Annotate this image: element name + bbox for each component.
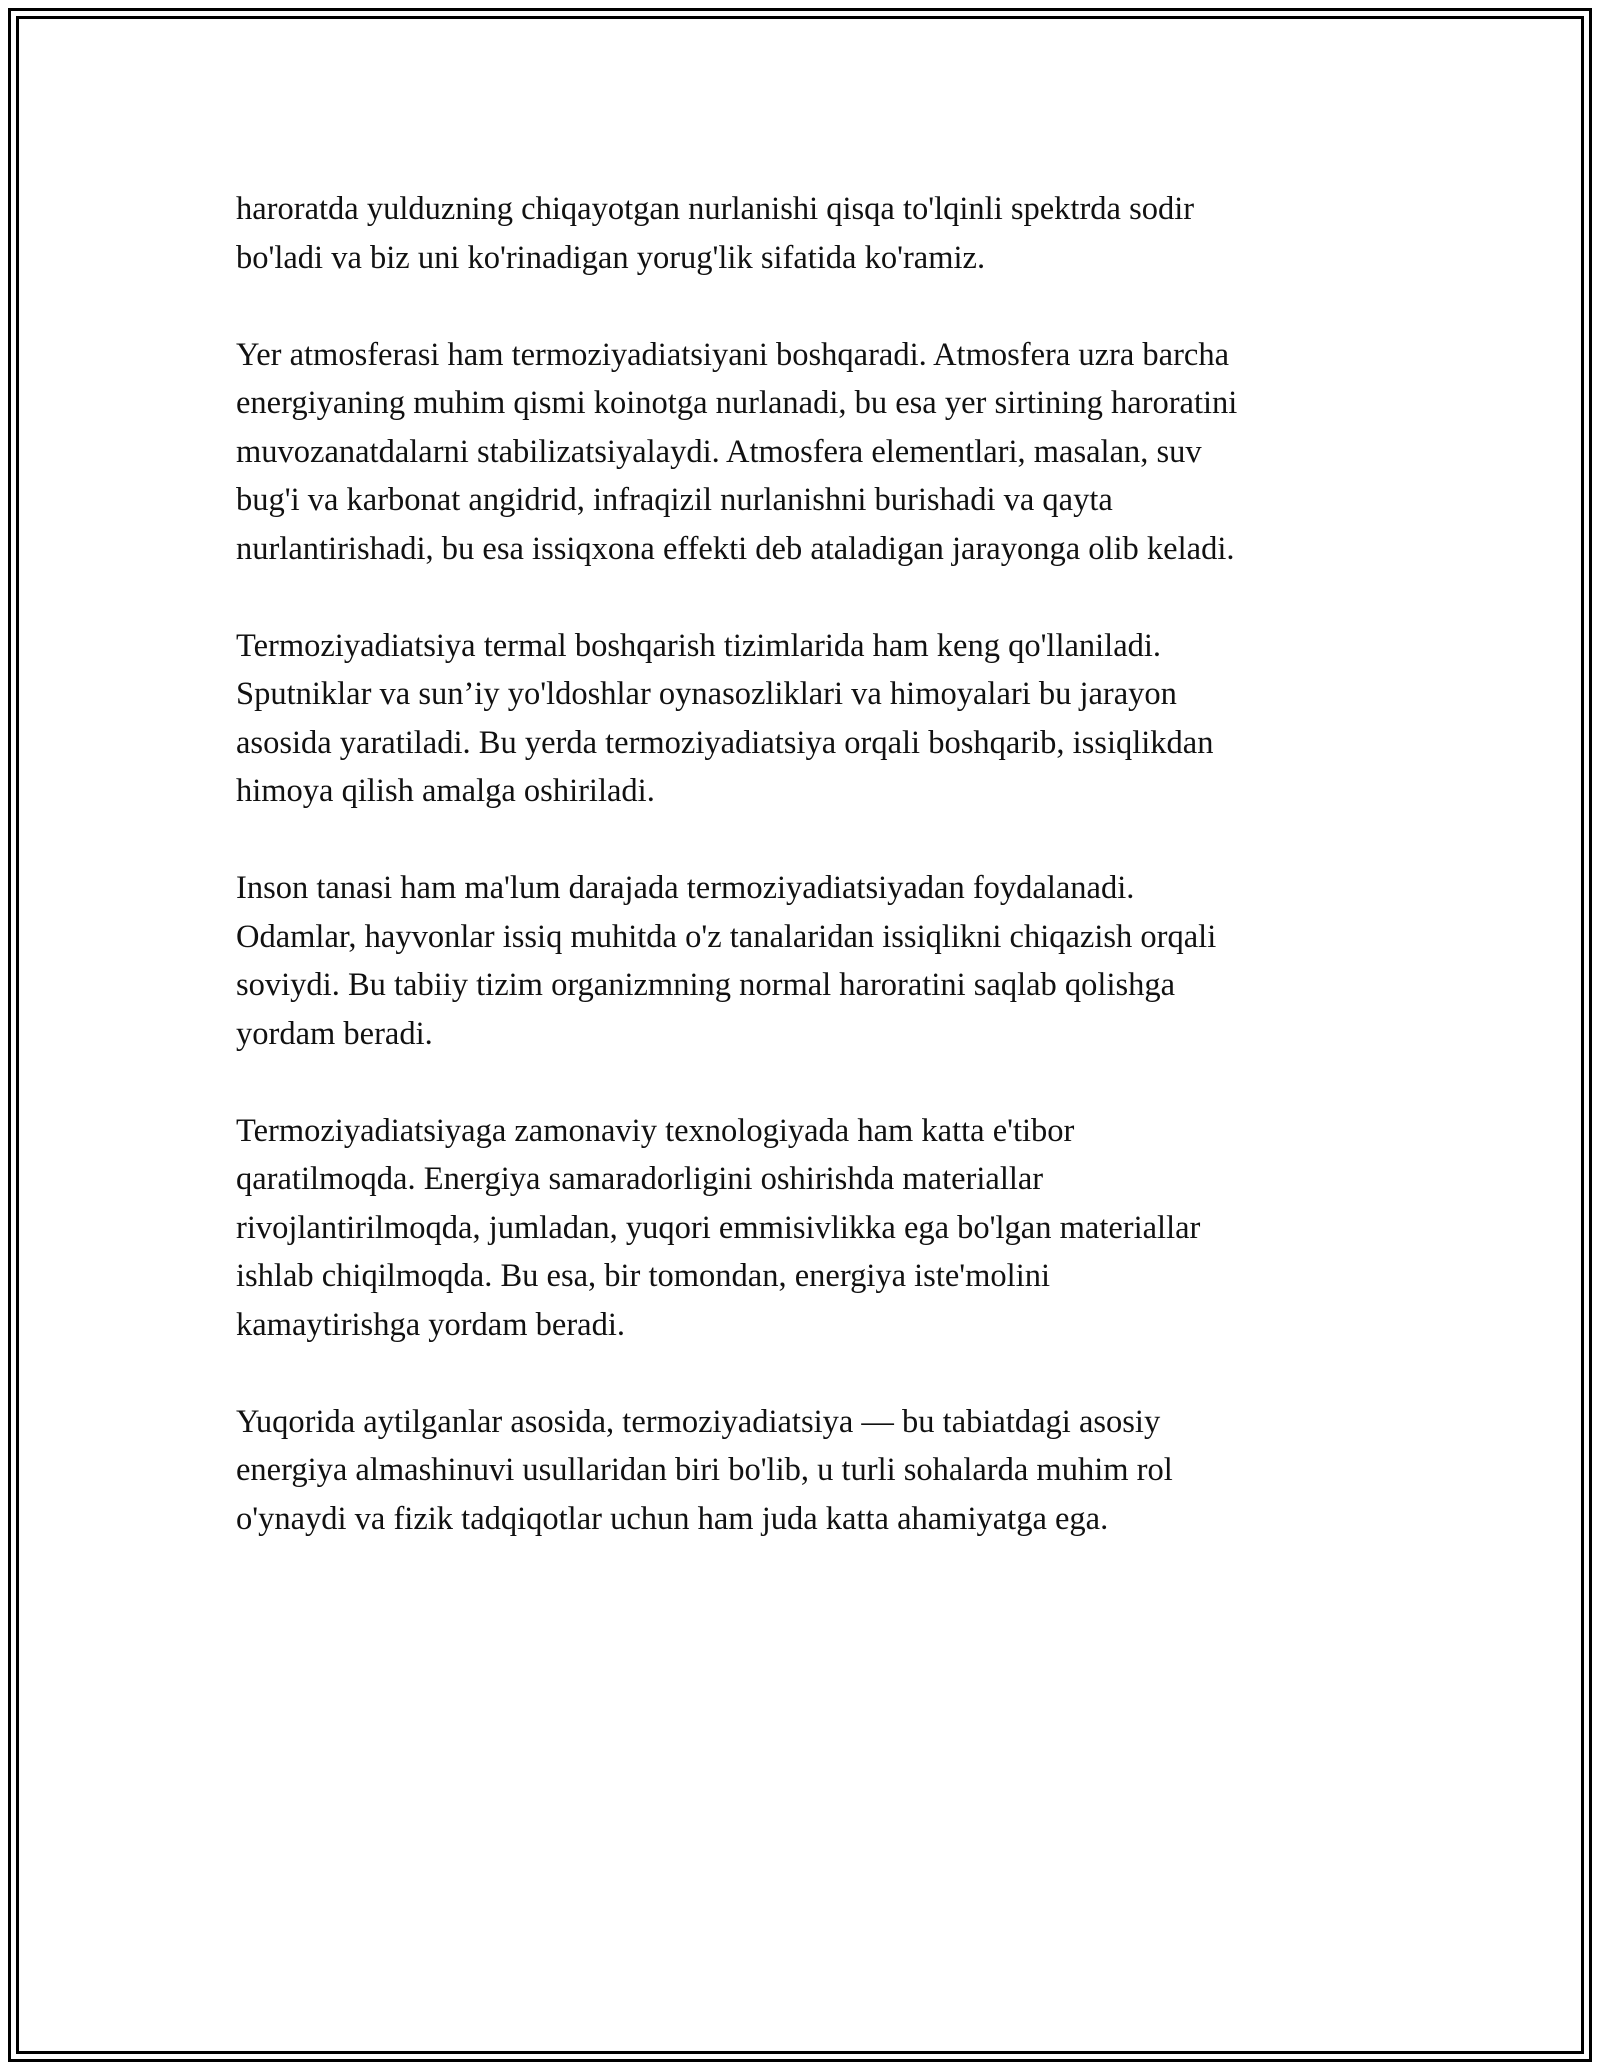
text-line: Termoziyadiatsiyaga zamonaviy texnologiyada ham katta e'tibor <box>236 1112 1075 1149</box>
text-line: nurlantirishadi, bu esa issiqxona effekti deb ataladigan jarayonga olib keladi. <box>236 530 1235 567</box>
text-line: energiya almashinuvi usullaridan biri bo'lib, u turli sohalarda muhim rol <box>236 1452 1173 1488</box>
text-line: soviydi. Bu tabiiy tizim organizmning normal haroratini saqlab qolishga <box>236 967 1176 1003</box>
text-line: qaratilmoqda. Energiya samaradorligini oshirishda materiallar <box>236 1161 1044 1197</box>
paragraph <box>236 864 1396 1058</box>
text-line: Yer atmosferasi ham termoziyadiatsiyani boshqaradi. Atmosfera uzra barcha <box>236 336 1230 373</box>
text-line: yordam beradi. <box>236 1015 433 1052</box>
paragraph <box>236 185 1396 282</box>
text-line: kamaytirishga yordam beradi. <box>236 1306 625 1343</box>
text-line: Yuqorida aytilganlar asosida, termoziyadiatsiya — bu tabiatdagi asosiy <box>236 1403 1161 1440</box>
text-line: Odamlar, hayvonlar issiq muhitda o'z tanalaridan issiqlikni chiqazish orqali <box>236 918 1217 955</box>
text-line: rivojlantirilmoqda, jumladan, yuqori emmisivlikka ega bo'lgan materiallar <box>236 1209 1201 1246</box>
text-line: haroratda yulduzning chiqayotgan nurlanishi qisqa to'lqinli spektrda sodir <box>236 191 1195 227</box>
paragraph <box>236 1398 1396 1544</box>
text-line: himoya qilish amalga oshiriladi. <box>236 773 655 809</box>
text-line: Termoziyadiatsiya termal boshqarish tizimlarida ham keng qo'llaniladi. <box>236 627 1162 664</box>
text-line: ishlab chiqilmoqda. Bu esa, bir tomondan, energiya iste'molini <box>236 1258 1051 1294</box>
text-line: energiyaning muhim qismi koinotga nurlanadi, bu esa yer sirtining haroratini <box>236 385 1238 421</box>
paragraph <box>236 622 1396 816</box>
text-line: bo'ladi va biz uni ko'rinadigan yorug'lik sifatida ko'ramiz. <box>236 239 986 276</box>
paragraph <box>236 331 1396 574</box>
text-line: Inson tanasi ham ma'lum darajada termoziyadiatsiyadan foydalanadi. <box>236 870 1135 906</box>
text-line: bug'i va karbonat angidrid, infraqizil nurlanishni burishadi va qayta <box>236 482 1113 518</box>
paragraph <box>236 1107 1396 1350</box>
document-body <box>236 185 1396 1592</box>
text-line: o'ynaydi va fizik tadqiqotlar uchun ham juda katta ahamiyatga ega. <box>236 1500 1109 1537</box>
text-line: asosida yaratiladi. Bu yerda termoziyadiatsiya orqali boshqarib, issiqlikdan <box>236 724 1214 761</box>
text-line: Sputniklar va sun’iy yo'ldoshlar oynasozliklari va himoyalari bu jarayon <box>236 676 1177 712</box>
text-line: muvozanatdalarni stabilizatsiyalaydi. Atmosfera elementlari, masalan, suv <box>236 433 1202 470</box>
